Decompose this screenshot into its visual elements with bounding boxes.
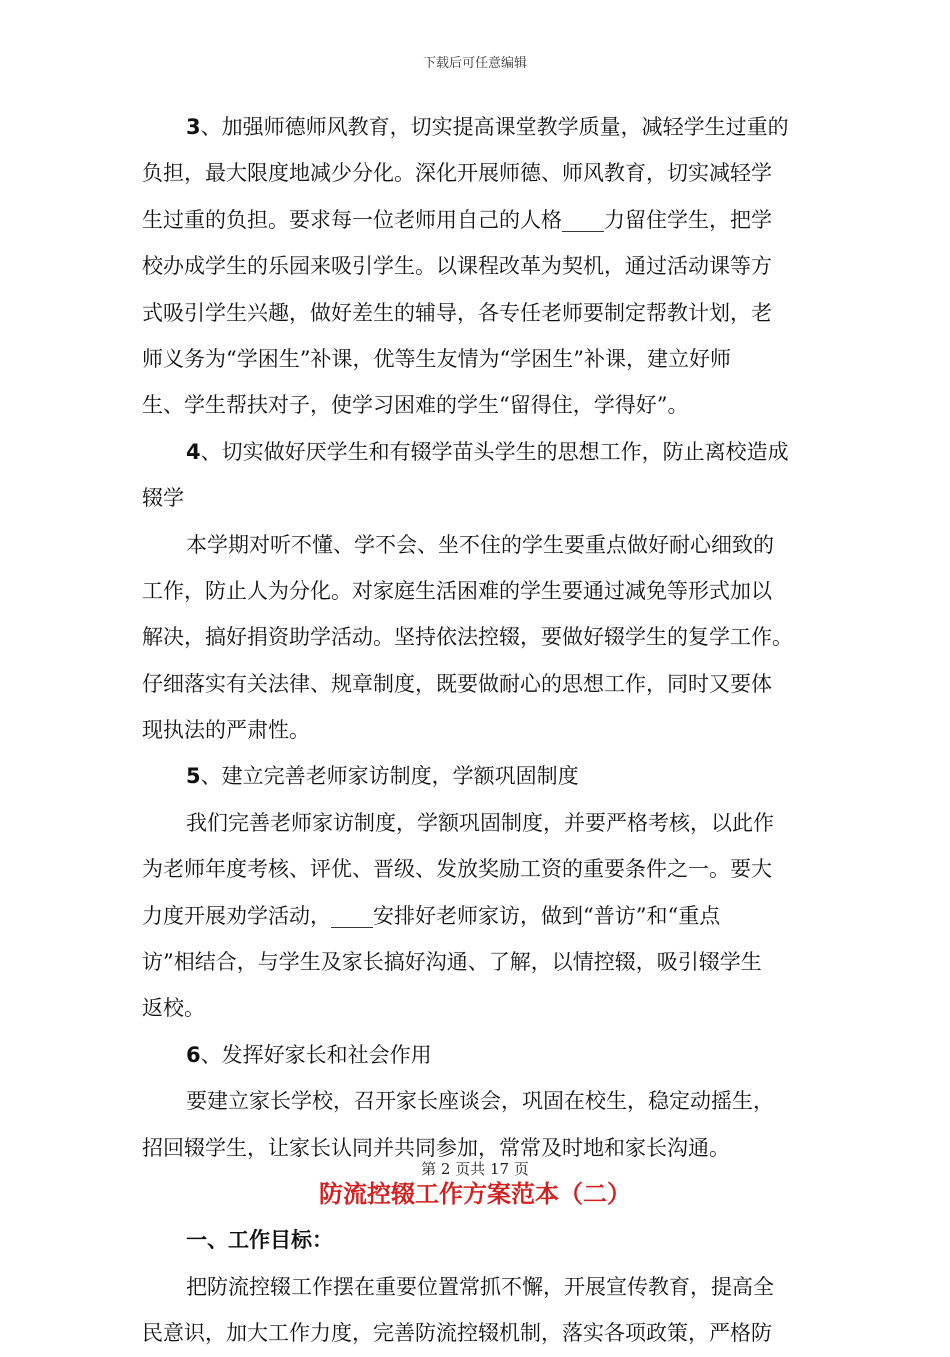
- section-5-heading-text: 、建立完善老师家访制度，学额巩固制度: [200, 764, 579, 789]
- text-line: 现执法的严肃性。: [142, 718, 310, 743]
- section-4-heading: [142, 429, 808, 475]
- section-3-heading: [142, 104, 808, 150]
- text-line: 为老师年度考核、评优、晋级、发放奖励工资的重要条件之一。要大: [142, 857, 772, 882]
- text-line: 仔细落实有关法律、规章制度，既要做耐心的思想工作，同时又要体: [142, 671, 772, 696]
- text-line: 校办成学生的乐园来吸引学生。以课程改革为契机，通过活动课等方: [142, 254, 772, 279]
- text-line: 返校。: [142, 996, 205, 1021]
- section-3-heading-text: 、加强师德师风教育，切实提高课堂教学质量，减轻学生过重的: [200, 115, 789, 139]
- text-line: 访”相结合，与学生及家长搞好沟通、了解，以情控辍，吸引辍学生: [142, 950, 762, 975]
- text-line: 师义务为“学困生”补课，优等生友情为“学困生”补课，建立好师: [142, 346, 731, 371]
- document-title-2: 防流控辍工作方案范本（二）: [319, 1178, 631, 1208]
- section-4-heading-text: 、切实做好厌学生和有辍学苗头学生的思想工作，防止离校造成: [200, 439, 789, 464]
- text-line: 民意识，加大工作力度，完善防流控辍机制，落实各项政策，严格防: [142, 1321, 772, 1346]
- paragraph-first-line: 要建立家长学校，召开家长座谈会，巩固在校生，稳定动摇生，: [186, 1089, 774, 1114]
- section-6-number: 6: [186, 1042, 201, 1067]
- page-footer: 第 2 页共 17 页: [421, 1160, 529, 1178]
- paragraph-first-line: 我们完善老师家访制度，学额巩固制度，并要严格考核，以此作: [186, 810, 774, 835]
- section-3-number: 3: [186, 115, 201, 139]
- text-line: 解决，搞好捐资助学活动。坚持依法控辍，要做好辍学生的复学工作。: [142, 625, 793, 650]
- text-line: 生、学生帮扶对子，使学习困难的学生“留得住，学得好”。: [142, 393, 689, 418]
- section-5-heading: [142, 753, 808, 799]
- paragraph-first-line: 把防流控辍工作摆在重要位置常抓不懈，开展宣传教育，提高全: [186, 1274, 774, 1299]
- section-6-heading: [142, 1032, 808, 1078]
- text-line: 工作，防止人为分化。对家庭生活困难的学生要通过减免等形式加以: [142, 578, 772, 603]
- section-4-number: 4: [186, 439, 201, 464]
- text-line: 力度开展劝学活动，____安排好老师家访，做到“普访”和“重点: [142, 903, 721, 928]
- text-line: 辍学: [142, 486, 184, 511]
- page-header: 下载后可任意编辑: [422, 56, 527, 71]
- section-heading-goals: 一、工作目标：: [186, 1227, 333, 1253]
- text-line: 式吸引学生兴趣，做好差生的辅导，各专任老师要制定帮教计划，老: [142, 300, 772, 325]
- text-line: 招回辍学生，让家长认同并共同参加，常常及时地和家长沟通。: [142, 1135, 730, 1160]
- text-line: 生过重的负担。要求每一位老师用自己的人格____力留住学生，把学: [142, 207, 772, 232]
- paragraph-first-line: 本学期对听不懂、学不会、坐不住的学生要重点做好耐心细致的: [186, 532, 774, 557]
- section-5-number: 5: [186, 764, 201, 789]
- text-line: 负担，最大限度地减少分化。深化开展师德、师风教育，切实减轻学: [142, 161, 772, 186]
- section-6-heading-text: 、发挥好家长和社会作用: [200, 1042, 432, 1067]
